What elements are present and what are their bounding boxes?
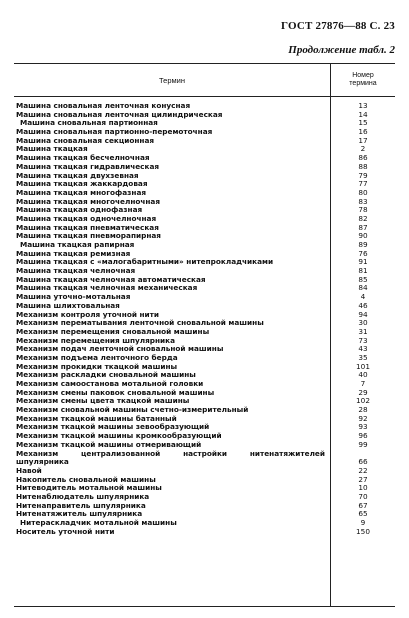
term-number-cell: 91 [358, 257, 368, 267]
term-cell: Машина ткацкая челночная механическая [16, 284, 198, 293]
term-cell: Машина сновальная партионная [20, 119, 158, 128]
term-cell: Механизм ткацкой машины зевообразующий [16, 423, 210, 432]
term-number-cell: 92 [358, 413, 368, 423]
term-cell: Механизм подач ленточной сновальной машины [16, 345, 224, 354]
table-row [14, 363, 395, 372]
table-row [14, 337, 395, 346]
term-cell [14, 450, 331, 459]
term-cell: Механизм ткацкой машины отмеривающий [16, 440, 202, 449]
table-row [14, 389, 395, 398]
term-cell: Машина ткацкая однофазная [16, 206, 143, 215]
term-cell: Машина ткацкая многофазная [16, 188, 147, 197]
table-row [14, 276, 395, 285]
term-number-cell: 96 [358, 431, 368, 441]
term-cell: Механизм подъема ленточного берда [16, 353, 178, 362]
term-cell: Механизм смены паковок сновальной машины [16, 388, 215, 397]
table-row [14, 224, 395, 233]
term-cell: Механизм самоостанова мотальной головки [16, 380, 204, 388]
term-word: настройки [183, 449, 228, 458]
term-cell: Механизм перемещения сновальной машины [16, 327, 210, 336]
term-number-cell: 102 [356, 396, 370, 406]
table-row [14, 493, 395, 502]
term-number-cell: 17 [358, 135, 368, 145]
term-cell: Машина ткацкая челночная [16, 267, 136, 276]
term-number-cell: 79 [358, 170, 368, 180]
term-number-cell: 84 [358, 283, 368, 293]
table-continuation-label: Продолжение табл. 2 [288, 44, 395, 56]
term-cell: Машина шлихтовальная [16, 301, 120, 310]
term-number-cell: 15 [358, 118, 368, 128]
table-row [14, 198, 395, 207]
term-number-cell: 2 [360, 144, 366, 154]
term-number-cell: 65 [358, 509, 368, 519]
term-cell: Механизм ткацкой машины батанный [16, 414, 177, 423]
term-number-cell: 67 [358, 500, 368, 510]
table-row [14, 119, 395, 128]
table-row [14, 458, 395, 467]
term-cell: Механизм сновальной машины счетно-измерительный [16, 406, 249, 415]
table-row [14, 137, 395, 146]
term-number-cell: 40 [358, 370, 368, 380]
term-cell: Нитенаправитель шпулярника [16, 501, 146, 510]
term-cell: Машина сновальная ленточная конусная [16, 102, 191, 110]
table-header [14, 64, 395, 97]
term-cell: Накопитель сновальной машины [16, 475, 156, 484]
term-number-cell: 43 [358, 344, 368, 354]
term-number-cell: 28 [358, 405, 368, 415]
term-number-cell: 150 [356, 526, 370, 536]
term-number-cell: 29 [358, 387, 368, 397]
term-cell: Машина сновальная ленточная цилиндрическая [16, 110, 223, 119]
term-number-cell: 4 [360, 292, 366, 302]
term-number-cell: 22 [358, 465, 368, 475]
table-row [14, 450, 395, 459]
term-cell: Машина сновальная секционная [16, 136, 155, 145]
table-row [14, 258, 395, 267]
table-row [14, 163, 395, 172]
table-row [14, 423, 395, 432]
table-row [14, 311, 395, 320]
term-number-cell: 88 [358, 161, 368, 171]
table-row [14, 180, 395, 189]
term-number-cell: 7 [360, 379, 366, 388]
term-number-cell: 77 [358, 179, 368, 189]
table-row [14, 232, 395, 241]
table-row [14, 302, 395, 311]
table-row [14, 293, 395, 302]
term-number-cell: 87 [358, 222, 368, 232]
term-cell: Механизм раскладки сновальной машины [16, 371, 196, 380]
table-row [14, 354, 395, 363]
term-cell: Механизм смены цвета ткацкой машины [16, 397, 190, 406]
term-number-cell: 73 [358, 335, 368, 345]
term-number-cell: 35 [358, 352, 368, 362]
term-cell: Машина сновальная партионно-перемоточная [16, 128, 213, 137]
table-row [14, 510, 395, 519]
term-cell: Машина ткацкая ремизная [16, 249, 131, 258]
table-row [14, 519, 395, 528]
term-cell: Навой [16, 466, 42, 475]
term-number-cell: 13 [358, 101, 368, 110]
term-cell: Машина ткацкая с «малогабаритными» нитепрокладчиками [16, 258, 274, 267]
table-row [14, 154, 395, 163]
table-row [14, 319, 395, 328]
term-number-cell: 89 [358, 240, 368, 249]
table-row [14, 441, 395, 450]
table-row [14, 111, 395, 120]
table-row [14, 206, 395, 215]
column-header-term: Термин [14, 64, 331, 96]
term-number-cell: 83 [358, 196, 368, 206]
term-number-cell: 101 [356, 361, 370, 371]
term-cell: Механизм перемещения шпулярника [16, 336, 176, 345]
table-row [14, 345, 395, 354]
term-number-cell: 14 [358, 109, 368, 119]
table-row [14, 241, 395, 250]
term-number-cell: 46 [358, 300, 368, 310]
term-cell: Машина уточно-мотальная [16, 293, 131, 302]
table-body [14, 102, 395, 536]
table-row [14, 128, 395, 137]
term-cell: Машина ткацкая челночная автоматическая [16, 275, 206, 284]
term-number-cell: 30 [358, 318, 368, 328]
table-row [14, 284, 395, 293]
term-number-cell: 78 [358, 205, 368, 215]
term-cell: Нитенатяжитель шпулярника [16, 510, 143, 519]
table-row [14, 406, 395, 415]
term-word: Механизм [16, 449, 59, 458]
term-cell: Механизм ткацкой машины кромкообразующий [16, 432, 222, 441]
table-row [14, 371, 395, 380]
table-row [14, 250, 395, 259]
term-cell: Машина ткацкая пневматическая [16, 223, 159, 232]
term-cell: Нитенаблюдатель шпулярника [16, 492, 150, 501]
term-number-cell: 27 [358, 474, 368, 484]
term-cell: Нитеводитель мотальной машины [16, 484, 162, 493]
term-cell: Машина ткацкая бесчелночная [16, 154, 150, 163]
table-row [14, 215, 395, 224]
table-row [14, 502, 395, 511]
table-row [14, 397, 395, 406]
term-number-cell: 94 [358, 309, 368, 319]
term-number-cell: 86 [358, 153, 368, 163]
term-cell: Машина ткацкая пневморапирная [16, 232, 161, 241]
table-row [14, 415, 395, 424]
term-cell: Машина ткацкая гидравлическая [16, 162, 160, 171]
term-number-cell: 31 [358, 326, 368, 336]
term-cell: Механизм прокидки ткацкой машины [16, 362, 178, 371]
term-number-cell: 70 [358, 491, 368, 501]
table-row [14, 267, 395, 276]
term-number-cell: 93 [358, 422, 368, 432]
term-cell: Машина ткацкая рапирная [20, 241, 135, 249]
term-word: централизованной [81, 449, 161, 458]
table-row [14, 476, 395, 485]
table-row [14, 432, 395, 441]
terms-table [14, 63, 395, 607]
term-cell: Носитель уточной нити [16, 527, 115, 536]
table-row [14, 102, 395, 111]
term-number-cell: 90 [358, 231, 368, 241]
term-cell: Машина ткацкая [16, 145, 88, 154]
term-cell: Машина ткацкая двухзевная [16, 171, 139, 180]
term-number-cell: 85 [358, 274, 368, 284]
term-number-cell: 76 [358, 248, 368, 258]
term-number-cell: 99 [358, 439, 368, 449]
table-row [14, 528, 395, 537]
table-row [14, 328, 395, 337]
term-cell: Механизм контроля уточной нити [16, 310, 159, 319]
page-header-code: ГОСТ 27876—88 С. 23 [281, 20, 395, 32]
table-row [14, 380, 395, 389]
term-number-cell: 66 [358, 457, 368, 467]
table-row [14, 467, 395, 476]
table-row [14, 484, 395, 493]
term-number-cell: 82 [358, 213, 368, 223]
term-number-cell: 16 [358, 127, 368, 137]
term-number-cell: 9 [360, 518, 366, 527]
term-cell: Машина ткацкая жаккардовая [16, 180, 148, 189]
term-word: нитенатяжителей [249, 449, 325, 458]
term-cell: шпулярника [16, 458, 69, 467]
term-number-cell: 81 [358, 266, 368, 276]
table-row [14, 172, 395, 181]
table-row [14, 189, 395, 198]
term-cell: Машина ткацкая одночелночная [16, 214, 157, 223]
term-number-cell: 10 [358, 483, 368, 493]
term-cell: Нитераскладчик мотальной машины [20, 519, 177, 527]
table-row [14, 145, 395, 154]
term-number-cell: 80 [358, 187, 368, 197]
term-cell: Механизм перематывания ленточной сновальной машины [16, 319, 264, 328]
column-header-number: Номер термина [349, 72, 377, 87]
term-cell: Машина ткацкая многочелночная [16, 197, 161, 206]
